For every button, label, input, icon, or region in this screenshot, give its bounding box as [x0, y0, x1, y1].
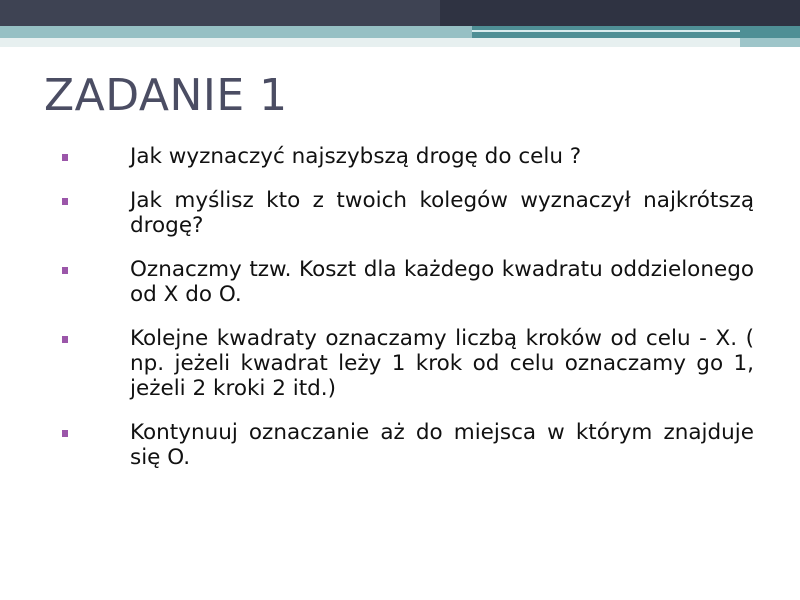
- bullet-item: [62, 188, 754, 238]
- bullet-text: Kolejne kwadraty oznaczamy liczbą kroków od celu - X. ( np. jeżeli kwadrat leży 1 krok od celu oznaczamy go 1, jeżeli 2 kroki 2 itd.): [130, 326, 754, 401]
- square-bullet-icon: [62, 430, 68, 437]
- header-band-light-right: [740, 38, 800, 47]
- square-bullet-icon: [62, 267, 68, 274]
- bullet-item: [62, 326, 754, 401]
- bullet-text: Oznaczmy tzw. Koszt dla każdego kwadratu oddzielonego od X do O.: [130, 257, 754, 307]
- header-band-accent-line: [472, 30, 740, 32]
- header-band-dark-right: [440, 0, 800, 26]
- bullet-list: [62, 144, 754, 489]
- header-band-light: [0, 38, 800, 47]
- bullet-text: Kontynuuj oznaczanie aż do miejsca w którym znajduje się O.: [130, 420, 754, 470]
- header-band-teal-right: [472, 26, 800, 38]
- bullet-text: Jak myślisz kto z twoich kolegów wyznaczył najkrótszą drogę?: [130, 188, 754, 238]
- square-bullet-icon: [62, 336, 68, 343]
- bullet-item: [62, 144, 754, 169]
- slide-title: ZADANIE 1: [44, 70, 288, 121]
- square-bullet-icon: [62, 198, 68, 205]
- square-bullet-icon: [62, 154, 68, 161]
- bullet-item: [62, 420, 754, 470]
- bullet-text: Jak wyznaczyć najszybszą drogę do celu ?: [130, 144, 582, 169]
- bullet-item: [62, 257, 754, 307]
